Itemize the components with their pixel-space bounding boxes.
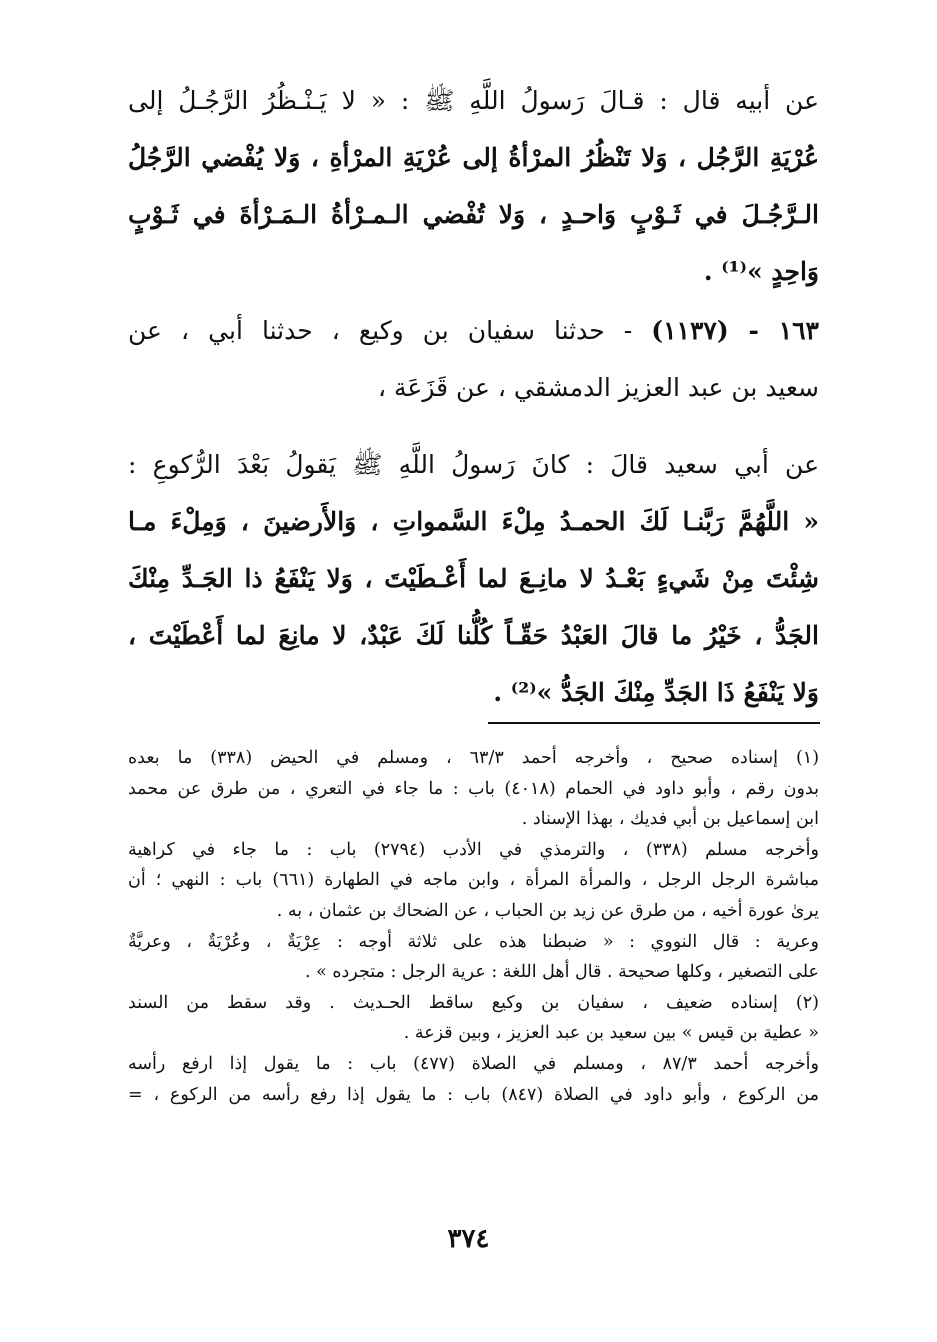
text-line: عن أبيه قال : قـالَ رَسولُ اللَّهِ ﷺ : « لا يَـنْـظُرُ الرَّجُـلُ إلى (128, 86, 819, 115)
footnotes (128, 743, 819, 1110)
footnote-line: مباشرة الرجل الرجل ، والمرأة المرأة ، وابن ماجه في الطهارة (٦٦١) باب : النهي ؛ أن (128, 870, 819, 891)
footnote-line: « عطية بن قيس » بين سعيد بن عبد العزيز ، وبين قزعة . (403, 1023, 819, 1044)
text-line: شِئْتَ مِنْ شَيءٍ بَعْـدُ لا مانِـعَ لما أَعْـطَيْتَ ، وَلا يَنْفَعُ ذا الجَـدِّ مِنْكَ (128, 564, 819, 593)
page-number: ٣٧٤ (447, 1224, 490, 1254)
isnad-text: - حدثنا سفيان بن وكيع ، حدثنا أبي ، عن (128, 316, 652, 345)
footnote-line: وأخرجه أحمد ٨٧/٣ ، ومسلم في الصلاة (٤٧٧) باب : ما يقول إذا ارفع رأسه (128, 1053, 819, 1074)
footnote-line: يرىٰ عورة أخيه ، من طرق عن زيد بن الحباب ، عن الضحاك بن عثمان ، به . (276, 900, 819, 921)
footnote-line: (١) إسناده صحيح ، وأخرجه أحمد ٦٣/٣ ، ومسلم في الحيض (٣٣٨) ما بعده (128, 748, 820, 768)
footnote-line: ابن إسماعيل بن أبي فديك ، بهذا الإسناد . (521, 809, 819, 830)
text-line: الـرَّجُـلَ في ثَـوْبٍ وَاحـدٍ ، وَلا تُفْضي الـمـرْأةُ الـمَـرْأةَ في ثَـوْبٍ (128, 200, 819, 229)
hadith-number: ١٦٣ - (١١٣٧) (651, 316, 819, 345)
footnote-line: (٢) إسناده ضعيف ، سفيان بن وكيع ساقط الحـديث . وقد سقط من السند (128, 992, 819, 1013)
footnote-line: وأخرجه مسلم (٣٣٨) ، والترمذي في الأدب (٢٧٩٤) باب : ما جاء في كراهية (128, 839, 819, 860)
text-line: « اللَّهُمَّ رَبَّنـا لَكَ الحمـدُ مِلْءَ السَّمواتِ ، وَالأَرضينَ ، وَمِلْءَ مـا (128, 507, 819, 536)
text-line: سعيد بن عبد العزيز الدمشقي ، عن قَزَعَة ، (377, 373, 819, 402)
hadith-paragraph-3 (128, 436, 819, 721)
hadith-paragraph-2 (128, 302, 819, 416)
text-line: عن أبي سعيد قالَ : كانَ رَسولُ اللَّهِ ﷺ يَقولُ بَعْدَ الرُّكوعِ : (128, 450, 819, 479)
text-line (128, 302, 819, 359)
hadith-paragraph-1 (128, 72, 819, 300)
footnote-line: وعرية : قال النووي : « ضبطنا هذه على ثلاثة أوجه : عِرْيَةٌ ، وعُرْيَةٌ ، وعريَّةٌ (128, 931, 819, 952)
footnote-line: من الركوع ، وأبو داود في الصلاة (٨٤٧) باب : ما يقول إذا رفع رأسه من الركوع ، = (128, 1084, 819, 1105)
text-line: الجَدُّ ، خَيْرُ ما قالَ العَبْدُ حَقّـاً كُلُّنا لَكَ عَبْدٌ، لا مانِعَ لما أَعْطَيْتَ ، (128, 621, 819, 650)
text-line: وَاحِدٍ »⁽¹⁾ . (703, 257, 819, 286)
text-line: عُرْيَةِ الرَّجُل ، وَلا تَنْظُرُ المرْأةُ إلى عُرْيَةِ المرْأةِ ، وَلا يُفْضي الرَّجُلُ (128, 143, 819, 172)
text-line: وَلا يَنْفَعُ ذَا الجَدِّ مِنْكَ الجَدُّ »⁽²⁾ . (493, 678, 819, 707)
footnote-separator (488, 722, 820, 724)
footnote-line: بدون رقم ، وأبو داود في الحمام (٤٠١٨) باب : ما جاء في التعري ، من طرق عن محمد (128, 778, 820, 799)
footnote-line: على التصغير ، وكلها صحيحة . قال أهل اللغة : عرية الرجل : متجرده » . (304, 962, 819, 983)
